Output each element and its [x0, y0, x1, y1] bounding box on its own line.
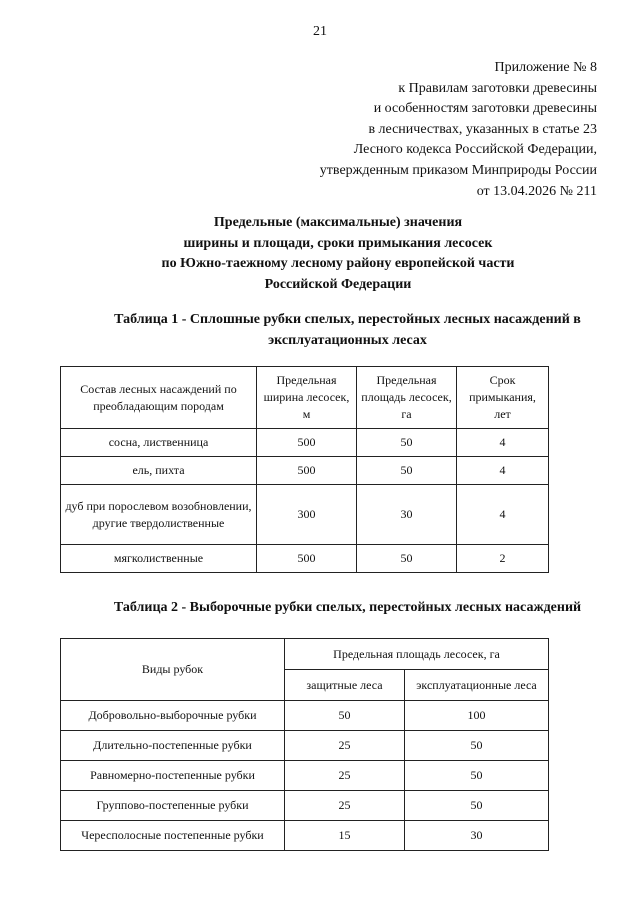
table2	[60, 638, 549, 851]
document-title	[60, 213, 616, 295]
table-cell: 4	[457, 485, 549, 545]
subheader-protective: защитные леса	[285, 670, 405, 701]
appendix-block	[320, 58, 597, 202]
header-term: Срок примыкания, лет	[457, 367, 549, 429]
table-row	[61, 761, 549, 791]
table-row	[61, 545, 549, 573]
table-cell: Чересполосные постепенные рубки	[61, 821, 285, 851]
table-cell: 300	[257, 485, 357, 545]
appendix-line: к Правилам заготовки древесины	[398, 80, 597, 96]
table-cell: 50	[357, 545, 457, 573]
table-cell: 25	[285, 791, 405, 821]
table-cell: 50	[357, 429, 457, 457]
header-cut-type: Виды рубок	[61, 639, 285, 701]
appendix-line: в лесничествах, указанных в статье 23	[368, 121, 597, 137]
table-cell: мягколиственные	[61, 545, 257, 573]
table-cell: 50	[405, 761, 549, 791]
table-cell: Добровольно-выборочные рубки	[61, 701, 285, 731]
table-row	[61, 457, 549, 485]
table-cell: 50	[405, 731, 549, 761]
table-cell: 4	[457, 429, 549, 457]
table-cell: сосна, лиственница	[61, 429, 257, 457]
table2-header-row	[61, 639, 549, 670]
table-cell: 25	[285, 731, 405, 761]
page-number: 21	[313, 24, 327, 39]
table-cell: ель, пихта	[61, 457, 257, 485]
table1-caption	[90, 310, 605, 351]
table-cell: 25	[285, 761, 405, 791]
appendix-line: Приложение № 8	[494, 60, 597, 75]
table-cell: Равномерно-постепенные рубки	[61, 761, 285, 791]
table-row	[61, 485, 549, 545]
table-cell: Длительно-постепенные рубки	[61, 731, 285, 761]
caption-line: Таблица 1 - Сплошные рубки спелых, перестойных лесных насаждений в	[114, 312, 581, 327]
table-cell: 500	[257, 545, 357, 573]
table-cell: 4	[457, 457, 549, 485]
appendix-line: и особенностям заготовки древесины	[373, 101, 597, 117]
appendix-line: Лесного кодекса Российской Федерации,	[353, 142, 597, 158]
header-width: Предельная ширина лесосек, м	[257, 367, 357, 429]
table-cell: Группово-постепенные рубки	[61, 791, 285, 821]
title-line: Российской Федерации	[264, 276, 412, 292]
table-cell: 50	[285, 701, 405, 731]
table-cell: 30	[357, 485, 457, 545]
header-area: Предельная площадь лесосек, га	[357, 367, 457, 429]
appendix-line: от 13.04.2026 № 211	[476, 183, 597, 199]
title-line: по Южно-таежному лесному району европейской части	[161, 256, 515, 272]
table-row	[61, 731, 549, 761]
table1-header-row	[61, 367, 549, 429]
table-cell: дуб при порослевом возобновлении, другие твердолиственные	[61, 485, 257, 545]
table-row	[61, 791, 549, 821]
table1	[60, 366, 549, 573]
title-line: Предельные (максимальные) значения	[213, 215, 463, 230]
table-cell: 500	[257, 429, 357, 457]
header-composition: Состав лесных насаждений по преобладающим породам	[61, 367, 257, 429]
title-line: ширины и площади, сроки примыкания лесосек	[183, 235, 493, 251]
table-cell: 50	[357, 457, 457, 485]
table-cell: 30	[405, 821, 549, 851]
appendix-line: утвержденным приказом Минприроды России	[319, 162, 597, 178]
table-row	[61, 701, 549, 731]
table-cell: 50	[405, 791, 549, 821]
table-cell: 2	[457, 545, 549, 573]
subheader-exploitation: эксплуатационные леса	[405, 670, 549, 701]
caption-line: эксплуатационных лесах	[268, 332, 427, 348]
table-cell: 500	[257, 457, 357, 485]
header-area: Предельная площадь лесосек, га	[285, 639, 549, 670]
table-row	[61, 821, 549, 851]
table-cell: 100	[405, 701, 549, 731]
table-row	[61, 429, 549, 457]
table-cell: 15	[285, 821, 405, 851]
table2-caption: Таблица 2 - Выборочные рубки спелых, перестойных лесных насаждений	[113, 600, 582, 615]
